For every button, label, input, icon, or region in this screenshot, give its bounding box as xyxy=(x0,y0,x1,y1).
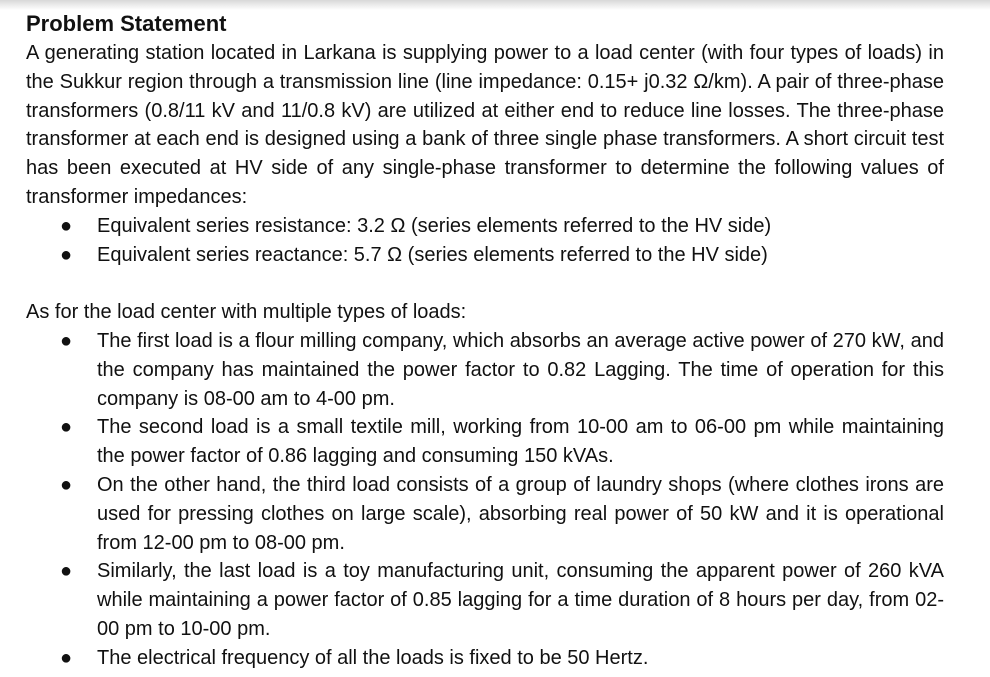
bullet-icon: ● xyxy=(60,329,73,352)
bullet-icon: ● xyxy=(60,416,73,439)
intro-paragraph: A generating station located in Larkana is supplying power to a load center (with four types of loads) in the Sukkur region through a transmission line (line impedance: 0.15+ j0.32 Ω/km). A pair of three-phase transformers (0.8/11 kV and 11/0.8 kV) are utilized at either end to reduce line losses. The three-phase transformer at each end is designed using a bank of three single phase transformers. A short circuit test has been executed at HV side of any single-phase transformer to determine the following values of transformer impedances: xyxy=(26,42,944,208)
bullet-icon: ● xyxy=(60,646,73,669)
loads-list xyxy=(26,327,944,673)
list-item xyxy=(26,644,944,673)
list-item-text: The first load is a flour milling company, which absorbs an average active power of 270 kW, and the company has maintained the power factor to 0.82 Lagging. The time of operation for this company is 08-00 am to 4-00 pm. xyxy=(97,329,944,410)
list-item xyxy=(26,327,944,413)
bullet-icon: ● xyxy=(60,473,73,496)
blank-line xyxy=(26,269,944,298)
list-item xyxy=(26,413,944,471)
list-item-text: On the other hand, the third load consists of a group of laundry shops (where clothes irons are used for pressing clothes on large scale), absorbing real power of 50 kW and it is operational from 12-00 pm to 08-00 pm. xyxy=(97,473,944,554)
list-item-text: The electrical frequency of all the loads is fixed to be 50 Hertz. xyxy=(97,646,649,669)
page-title: Problem Statement xyxy=(26,11,227,36)
list-item xyxy=(26,212,944,241)
list-item xyxy=(26,471,944,557)
impedance-list xyxy=(26,212,944,270)
list-item-text: Similarly, the last load is a toy manufacturing unit, consuming the apparent power of 260 kVA while maintaining a power factor of 0.85 lagging for a time duration of 8 hours per day, from 02-00 pm to 10-00 pm. xyxy=(97,560,944,640)
list-item xyxy=(26,241,944,270)
list-item-text: Equivalent series resistance: 3.2 Ω (series elements referred to the HV side) xyxy=(97,214,772,237)
list-item xyxy=(26,557,944,643)
list-item-text: Equivalent series reactance: 5.7 Ω (series elements referred to the HV side) xyxy=(97,243,768,266)
bullet-icon: ● xyxy=(60,214,73,237)
list-item-text: The second load is a small textile mill, working from 10-00 am to 06-00 pm while maintaining the power factor of 0.86 lagging and consuming 150 kVAs. xyxy=(97,416,944,468)
bullet-icon: ● xyxy=(60,560,73,583)
document-body xyxy=(26,9,944,673)
bullet-icon: ● xyxy=(60,243,73,266)
loads-intro-paragraph: As for the load center with multiple types of loads: xyxy=(26,301,467,324)
